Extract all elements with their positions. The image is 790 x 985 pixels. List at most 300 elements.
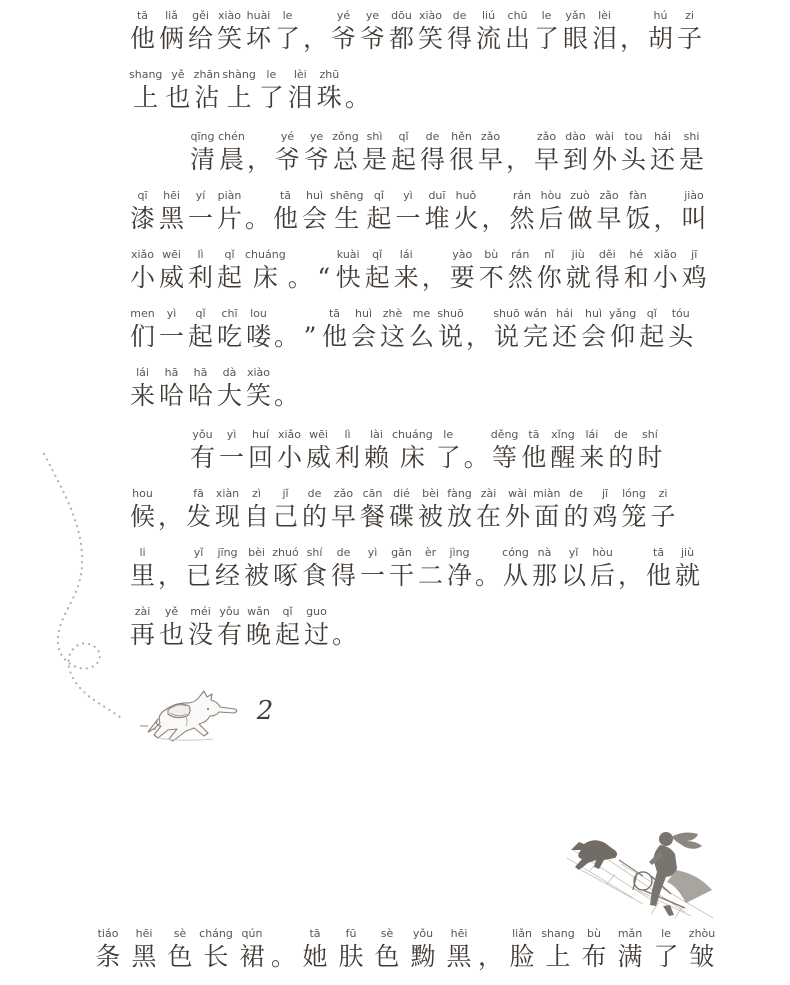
hanzi-character: 生 <box>334 204 360 233</box>
hanzi-character: 泪 <box>592 24 618 53</box>
ruby-cell <box>388 8 415 55</box>
pinyin-annotation: men <box>130 307 155 320</box>
ruby-cell <box>243 545 270 592</box>
ruby-cell <box>417 8 444 55</box>
pinyin-annotation: wài <box>508 487 527 500</box>
pinyin-annotation: děng <box>490 428 519 441</box>
hanzi-character: 叫 <box>681 204 707 233</box>
pinyin-annotation <box>301 306 319 321</box>
pinyin-annotation: shí <box>642 428 658 441</box>
ruby-cell <box>245 604 272 651</box>
hanzi-character: 利 <box>334 443 360 472</box>
ruby-cell <box>276 427 303 474</box>
ruby-cell <box>163 926 197 973</box>
pinyin-annotation: xiǎo <box>277 428 302 441</box>
ruby-cell <box>350 306 377 353</box>
hanzi-character: 得 <box>420 145 446 174</box>
hanzi-character: 爷 <box>304 145 330 174</box>
pinyin-annotation: shang <box>541 927 575 940</box>
hanzi-character: 沾 <box>194 83 220 112</box>
pinyin-annotation <box>158 545 183 560</box>
hanzi-character: 。 <box>274 381 300 410</box>
ruby-cell <box>537 188 564 235</box>
pinyin-annotation: bèi <box>248 546 265 559</box>
hanzi-character: 己 <box>273 502 299 531</box>
text-line <box>128 545 728 604</box>
hanzi-character: ” <box>303 322 317 351</box>
pinyin-annotation <box>245 188 270 203</box>
ruby-cell <box>623 247 650 294</box>
pinyin-annotation: yǒu <box>412 927 434 940</box>
ruby-cell <box>222 67 255 114</box>
pinyin-annotation: zǎo <box>333 487 354 500</box>
pinyin-annotation: lái <box>585 428 599 441</box>
ruby-cell <box>235 926 269 973</box>
hanzi-character: 他 <box>322 322 348 351</box>
ruby-cell <box>478 247 505 294</box>
hanzi-character: 在 <box>476 502 502 531</box>
hanzi-character: 胡 <box>648 24 674 53</box>
pinyin-annotation: yǎn <box>565 9 586 22</box>
hanzi-character: 黝 <box>410 942 436 971</box>
pinyin-annotation: jīng <box>217 546 238 559</box>
ruby-cell <box>392 427 433 474</box>
hanzi-character: 会 <box>581 322 607 351</box>
hanzi-character: 食 <box>302 561 328 590</box>
pinyin-annotation: bù <box>587 927 602 940</box>
hanzi-character: 不 <box>478 263 504 292</box>
pinyin-annotation: hěn <box>451 130 472 143</box>
pinyin-annotation: lài <box>370 428 383 441</box>
hanzi-character: 外 <box>505 502 531 531</box>
pinyin-annotation: tā <box>279 189 292 202</box>
ruby-cell <box>406 926 440 973</box>
pinyin-annotation: xiào <box>246 366 271 379</box>
pinyin-annotation: shuō <box>437 307 464 320</box>
hanzi-character: 后 <box>538 204 564 233</box>
pinyin-annotation: sè <box>173 927 187 940</box>
pinyin-annotation: bù <box>484 248 499 261</box>
hanzi-character: 起 <box>639 322 665 351</box>
hanzi-character: 会 <box>351 322 377 351</box>
ruby-cell <box>365 188 392 235</box>
ruby-cell <box>437 306 464 353</box>
hanzi-character: 上 <box>226 83 252 112</box>
hanzi-character: 鸡 <box>592 502 618 531</box>
pinyin-annotation: qī <box>137 189 148 202</box>
text-line <box>128 365 728 424</box>
pinyin-annotation: wēi <box>309 428 328 441</box>
ruby-cell <box>345 67 370 114</box>
hanzi-character: 来 <box>129 381 155 410</box>
hanzi-character: 俩 <box>158 24 184 53</box>
pinyin-annotation: zuò <box>570 189 590 202</box>
ruby-cell <box>562 8 589 55</box>
pinyin-annotation: ye <box>309 130 324 143</box>
pinyin-annotation: le <box>443 428 454 441</box>
pinyin-annotation: piàn <box>217 189 242 202</box>
pinyin-annotation: qīng <box>190 130 215 143</box>
hanzi-character: 起 <box>216 263 242 292</box>
pinyin-annotation: le <box>282 9 293 22</box>
pinyin-annotation: hòu <box>592 546 613 559</box>
hanzi-character: 现 <box>215 502 241 531</box>
ruby-cell <box>158 604 185 651</box>
hanzi-character: 哈 <box>158 381 184 410</box>
hanzi-character: 了 <box>435 443 461 472</box>
ruby-cell <box>332 129 359 176</box>
pinyin-annotation: ye <box>365 9 380 22</box>
hanzi-character: 早 <box>596 204 622 233</box>
hanzi-character: 就 <box>565 263 591 292</box>
pinyin-annotation: xiǎo <box>130 248 155 261</box>
text-line <box>128 8 728 67</box>
pinyin-annotation: hēi <box>450 927 468 940</box>
hanzi-character: 这 <box>380 322 406 351</box>
hanzi-character: 了 <box>534 24 560 53</box>
ruby-cell <box>624 188 651 235</box>
pinyin-annotation: zài <box>134 605 151 618</box>
ruby-cell <box>158 188 185 235</box>
ruby-cell <box>589 545 616 592</box>
hanzi-character: 头 <box>668 322 694 351</box>
ruby-cell <box>565 247 592 294</box>
pinyin-annotation: fū <box>345 927 357 940</box>
hanzi-character: 一 <box>187 204 213 233</box>
pinyin-annotation: lái <box>399 248 413 261</box>
pinyin-annotation: yì <box>166 307 177 320</box>
ruby-cell <box>187 247 214 294</box>
ruby-cell <box>481 188 506 235</box>
ruby-cell <box>247 427 274 474</box>
pinyin-annotation: xiǎo <box>653 248 677 261</box>
ruby-cell <box>541 926 575 973</box>
ruby-cell <box>91 926 125 973</box>
pinyin-annotation: chuáng <box>392 428 433 441</box>
ruby-cell <box>129 67 162 114</box>
ruby-cell <box>423 188 450 235</box>
ruby-cell <box>189 129 216 176</box>
pinyin-annotation: zài <box>480 487 497 500</box>
pinyin-annotation: chū <box>507 9 528 22</box>
pinyin-annotation: huì <box>585 307 603 320</box>
ruby-cell <box>158 486 183 533</box>
hanzi-character: 都 <box>389 24 415 53</box>
ruby-cell <box>531 545 558 592</box>
hanzi-character: 他 <box>521 443 547 472</box>
ruby-cell <box>506 129 531 176</box>
ruby-cell <box>478 926 503 973</box>
hanzi-character: ， <box>158 561 184 590</box>
ruby-cell <box>435 427 462 474</box>
hanzi-character: 黑 <box>446 942 472 971</box>
hanzi-character: 很 <box>449 145 475 174</box>
ruby-cell <box>477 129 504 176</box>
ruby-cell <box>609 306 636 353</box>
pinyin-annotation: qún <box>241 927 263 940</box>
pinyin-annotation: rán <box>512 189 532 202</box>
hanzi-character: 皱 <box>689 942 715 971</box>
hanzi-character: 要 <box>449 263 475 292</box>
hanzi-character: 床 <box>252 263 278 292</box>
text-line <box>128 486 728 545</box>
hanzi-character: 么 <box>409 322 435 351</box>
ruby-cell <box>621 486 648 533</box>
ruby-cell <box>448 129 475 176</box>
hanzi-character: 就 <box>675 561 701 590</box>
ruby-cell <box>591 129 618 176</box>
hanzi-character: 。 <box>245 204 271 233</box>
hanzi-character: 。 <box>344 83 370 112</box>
pinyin-annotation: shēng <box>330 189 364 202</box>
hanzi-character: 。 <box>274 322 300 351</box>
ruby-cell <box>652 247 679 294</box>
ruby-cell <box>475 8 502 55</box>
pinyin-annotation: le <box>541 9 552 22</box>
pinyin-annotation: yǎng <box>609 307 637 320</box>
pinyin-annotation: qǐ <box>372 248 383 261</box>
hanzi-character: 后 <box>590 561 616 590</box>
ruby-cell <box>613 926 647 973</box>
pinyin-annotation: shì <box>366 130 383 143</box>
pinyin-annotation <box>274 306 299 321</box>
ruby-cell <box>218 427 245 474</box>
pinyin-annotation <box>422 247 447 262</box>
pinyin-annotation: lì <box>344 428 351 441</box>
hanzi-character: 再 <box>129 620 155 649</box>
ruby-cell <box>287 67 314 114</box>
pinyin-annotation: liǎ <box>165 9 178 22</box>
pinyin-annotation: liú <box>481 9 496 22</box>
ruby-cell <box>508 188 535 235</box>
hanzi-character: 外 <box>592 145 618 174</box>
dotted-trail-decoration <box>36 448 136 733</box>
pinyin-annotation: gěi <box>192 9 209 22</box>
pinyin-annotation: miàn <box>533 487 561 500</box>
hanzi-character: 还 <box>650 145 676 174</box>
ruby-cell <box>562 129 589 176</box>
ruby-cell <box>272 545 299 592</box>
pinyin-annotation: tou <box>624 130 643 143</box>
ruby-cell <box>522 306 549 353</box>
hanzi-character: 黑 <box>131 942 157 971</box>
hanzi-character: 。 <box>463 443 489 472</box>
hanzi-character: 了 <box>653 942 679 971</box>
hanzi-character: 笑 <box>216 24 242 53</box>
hanzi-character: 脸 <box>509 942 535 971</box>
pinyin-annotation: kuài <box>336 248 360 261</box>
pinyin-annotation: wán <box>524 307 547 320</box>
ruby-cell <box>491 427 519 474</box>
ruby-cell <box>216 365 243 412</box>
ruby-cell <box>442 926 476 973</box>
pinyin-annotation: qǐ <box>282 605 293 618</box>
pinyin-annotation: dōu <box>391 9 412 22</box>
ruby-cell <box>363 427 390 474</box>
hanzi-character: ， <box>158 502 184 531</box>
page-number: 2 <box>256 696 274 726</box>
hanzi-character: 上 <box>545 942 571 971</box>
hanzi-character: “ <box>317 263 331 292</box>
hanzi-character: 回 <box>247 443 273 472</box>
ruby-cell <box>390 129 417 176</box>
pinyin-annotation: cóng <box>502 546 529 559</box>
pinyin-annotation: yé <box>336 9 351 22</box>
pinyin-annotation <box>620 8 645 23</box>
ruby-cell <box>301 486 328 533</box>
text-line <box>128 129 728 188</box>
ruby-cell <box>187 188 214 235</box>
hanzi-character: 是 <box>362 145 388 174</box>
ruby-cell <box>301 545 328 592</box>
hanzi-character: ， <box>506 145 532 174</box>
pinyin-annotation: tóu <box>671 307 690 320</box>
hanzi-character: 净 <box>447 561 473 590</box>
pinyin-annotation: liǎn <box>512 927 532 940</box>
pinyin-annotation: de <box>336 546 351 559</box>
ruby-cell <box>332 604 357 651</box>
hanzi-character: 放 <box>447 502 473 531</box>
hanzi-character: 来 <box>579 443 605 472</box>
ruby-cell <box>335 247 362 294</box>
ruby-cell <box>607 427 634 474</box>
hanzi-character: 你 <box>536 263 562 292</box>
ruby-cell <box>408 306 435 353</box>
ruby-cell <box>334 427 361 474</box>
pinyin-annotation: tiáo <box>97 927 119 940</box>
pinyin-annotation: lèi <box>598 9 611 22</box>
pinyin-annotation: yì <box>226 428 237 441</box>
hanzi-character: 也 <box>158 620 184 649</box>
hanzi-character: 长 <box>203 942 229 971</box>
ruby-cell <box>334 926 368 973</box>
ruby-cell <box>533 8 560 55</box>
hanzi-character: 等 <box>492 443 518 472</box>
pinyin-annotation: huǒ <box>455 189 477 202</box>
ruby-cell <box>359 545 386 592</box>
hanzi-character: 得 <box>594 263 620 292</box>
pinyin-annotation: wǎn <box>247 605 270 618</box>
ruby-cell <box>578 427 605 474</box>
hanzi-character: 有 <box>189 443 215 472</box>
ruby-cell <box>417 545 444 592</box>
ruby-cell <box>674 545 701 592</box>
ruby-cell <box>551 306 578 353</box>
pinyin-annotation: shi <box>683 130 700 143</box>
hanzi-character: 和 <box>623 263 649 292</box>
hanzi-character: 出 <box>505 24 531 53</box>
hanzi-character: 的 <box>608 443 634 472</box>
ruby-cell <box>667 306 694 353</box>
pinyin-annotation: hā <box>164 366 179 379</box>
ruby-cell <box>288 247 313 294</box>
hanzi-character: 起 <box>187 322 213 351</box>
hanzi-character: 满 <box>617 942 643 971</box>
ruby-cell <box>247 129 272 176</box>
hanzi-character: 然 <box>507 263 533 292</box>
ruby-cell <box>446 8 473 55</box>
pinyin-annotation <box>653 188 678 203</box>
ruby-cell <box>187 306 214 353</box>
ruby-cell <box>243 486 270 533</box>
pinyin-annotation <box>466 306 491 321</box>
hanzi-character: 里 <box>129 561 155 590</box>
ruby-cell <box>214 545 241 592</box>
ruby-cell <box>379 306 406 353</box>
hanzi-character: 小 <box>652 263 678 292</box>
ruby-cell <box>533 129 560 176</box>
hanzi-character: ， <box>247 145 273 174</box>
pinyin-annotation: yě <box>164 605 179 618</box>
ruby-cell <box>475 486 502 533</box>
ruby-cell <box>158 306 185 353</box>
ruby-cell <box>216 8 243 55</box>
hanzi-character: 完 <box>523 322 549 351</box>
hanzi-character: 子 <box>677 24 703 53</box>
pinyin-annotation: hái <box>654 130 671 143</box>
ruby-cell <box>185 545 212 592</box>
hanzi-character: ， <box>620 24 646 53</box>
ruby-cell <box>620 129 647 176</box>
hanzi-character: 。 <box>332 620 358 649</box>
hanzi-character: ， <box>421 263 447 292</box>
pinyin-annotation: chuáng <box>245 248 286 261</box>
ruby-cell <box>419 129 446 176</box>
hanzi-character: 醒 <box>550 443 576 472</box>
pinyin-annotation: yé <box>280 130 295 143</box>
paragraph <box>128 427 728 663</box>
hanzi-character: 说 <box>494 322 520 351</box>
hanzi-character: 也 <box>165 83 191 112</box>
pinyin-annotation: duī <box>428 189 446 202</box>
ruby-cell <box>681 247 708 294</box>
ruby-cell <box>301 188 328 235</box>
hanzi-character: 早 <box>331 502 357 531</box>
ruby-cell <box>129 247 156 294</box>
ruby-cell <box>638 306 665 353</box>
pinyin-annotation: zi <box>685 9 694 22</box>
hanzi-character: 有 <box>216 620 242 649</box>
ruby-cell <box>653 188 678 235</box>
ruby-cell <box>507 247 534 294</box>
pinyin-annotation: cān <box>362 487 383 500</box>
pinyin-annotation <box>481 188 506 203</box>
pinyin-annotation: zhān <box>193 68 221 81</box>
pinyin-annotation: chén <box>218 130 245 143</box>
ruby-cell <box>393 247 420 294</box>
ruby-cell <box>274 604 301 651</box>
ruby-cell <box>330 188 363 235</box>
pinyin-annotation: de <box>614 428 628 441</box>
hanzi-character: 早 <box>534 145 560 174</box>
hanzi-character: 的 <box>302 502 328 531</box>
ruby-cell <box>417 486 444 533</box>
hanzi-character: 来 <box>393 263 419 292</box>
text-line <box>90 926 730 985</box>
hanzi-character: 干 <box>389 561 415 590</box>
hanzi-character: 爷 <box>331 24 357 53</box>
pinyin-annotation: hòu <box>540 189 562 202</box>
ruby-cell <box>466 306 491 353</box>
ruby-cell <box>185 486 212 533</box>
ruby-cell <box>245 247 286 294</box>
pinyin-annotation <box>506 129 531 144</box>
pinyin-annotation: tā <box>136 9 149 22</box>
ruby-cell <box>330 8 357 55</box>
pinyin-annotation: zhè <box>382 307 403 320</box>
hanzi-character: 肤 <box>338 942 364 971</box>
hanzi-character: 色 <box>167 942 193 971</box>
